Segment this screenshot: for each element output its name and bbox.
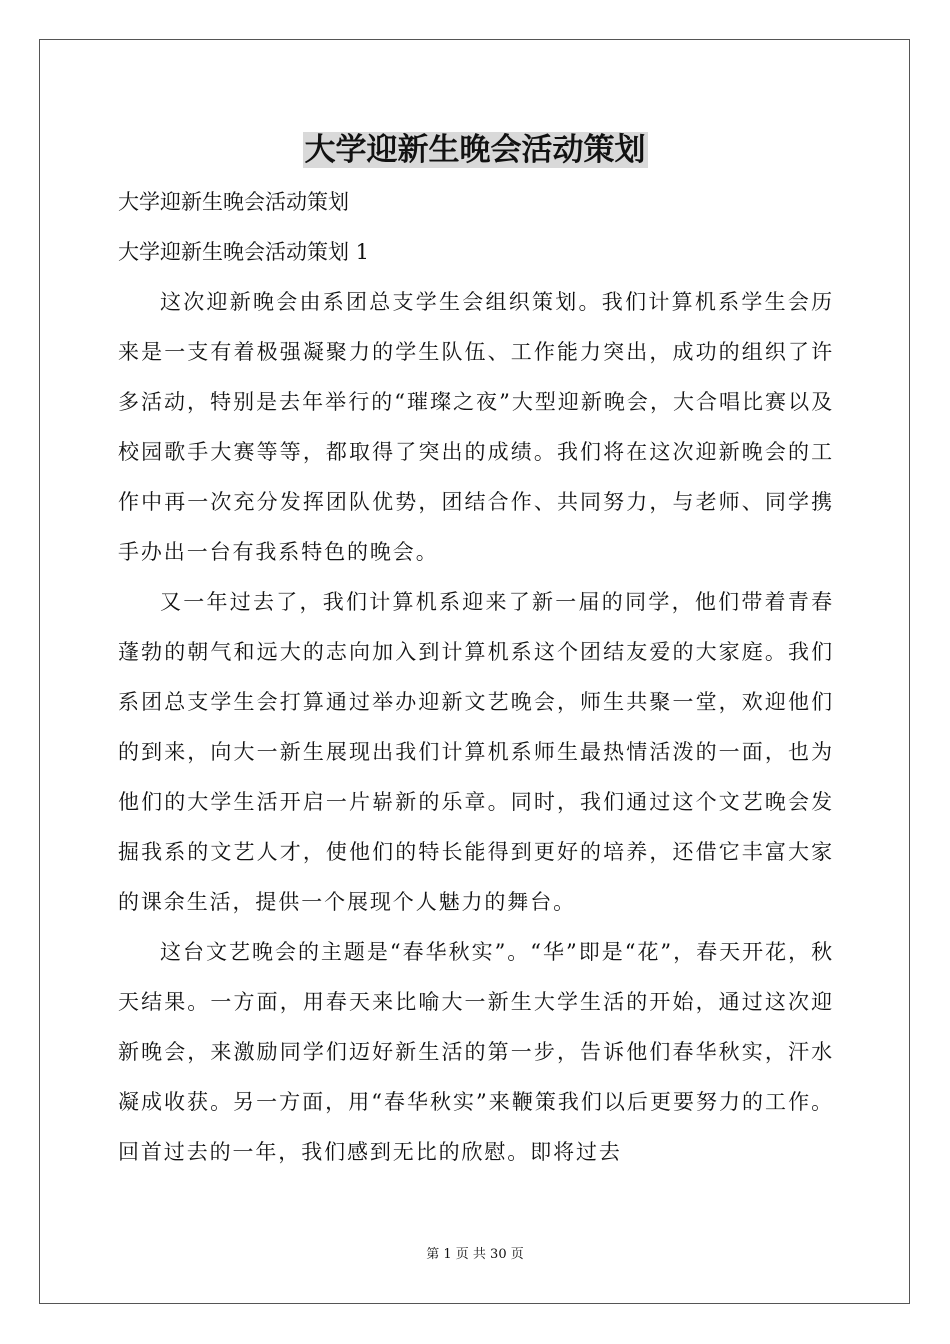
document-subtitle: 大学迎新生晚会活动策划 [118,190,349,214]
document-body [118,177,834,1177]
document-title [0,124,950,176]
section-heading: 大学迎新生晚会活动策划 1 [118,240,370,264]
paragraph: 这台文艺晚会的主题是“春华秋实”。“华”即是“花”，春天开花，秋天结果。一方面，用春天来比喻大一新生大学生活的开始，通过这次迎新晚会，来激励同学们迈好新生活的第一步，告诉他们春华秋实，汗水凝成收获。另一方面，用“春华秋实”来鞭策我们以后更要努力的工作。回首过去的一年，我们感到无比的欣慰。即将过去 [118,940,834,1164]
paragraph: 又一年过去了，我们计算机系迎来了新一届的同学，他们带着青春蓬勃的朝气和远大的志向加入到计算机系这个团结友爱的大家庭。我们系团总支学生会打算通过举办迎新文艺晚会，师生共聚一堂，欢迎他们的到来，向大一新生展现出我们计算机系师生最热情活泼的一面，也为他们的大学生活开启一片崭新的乐章。同时，我们通过这个文艺晚会发掘我系的文艺人才，使他们的特长能得到更好的培养，还借它丰富大家的课余生活，提供一个展现个人魅力的舞台。 [118,590,834,914]
paragraph: 这次迎新晚会由系团总支学生会组织策划。我们计算机系学生会历来是一支有着极强凝聚力的学生队伍、工作能力突出，成功的组织了许多活动，特别是去年举行的“璀璨之夜”大型迎新晚会，大合唱比赛以及校园歌手大赛等等，都取得了突出的成绩。我们将在这次迎新晚会的工作中再一次充分发挥团队优势，团结合作、共同努力，与老师、同学携手办出一台有我系特色的晚会。 [118,290,834,564]
document-title-text: 大学迎新生晚会活动策划 [304,132,646,168]
page-footer: 第 1 页 共 30 页 [426,1247,524,1262]
